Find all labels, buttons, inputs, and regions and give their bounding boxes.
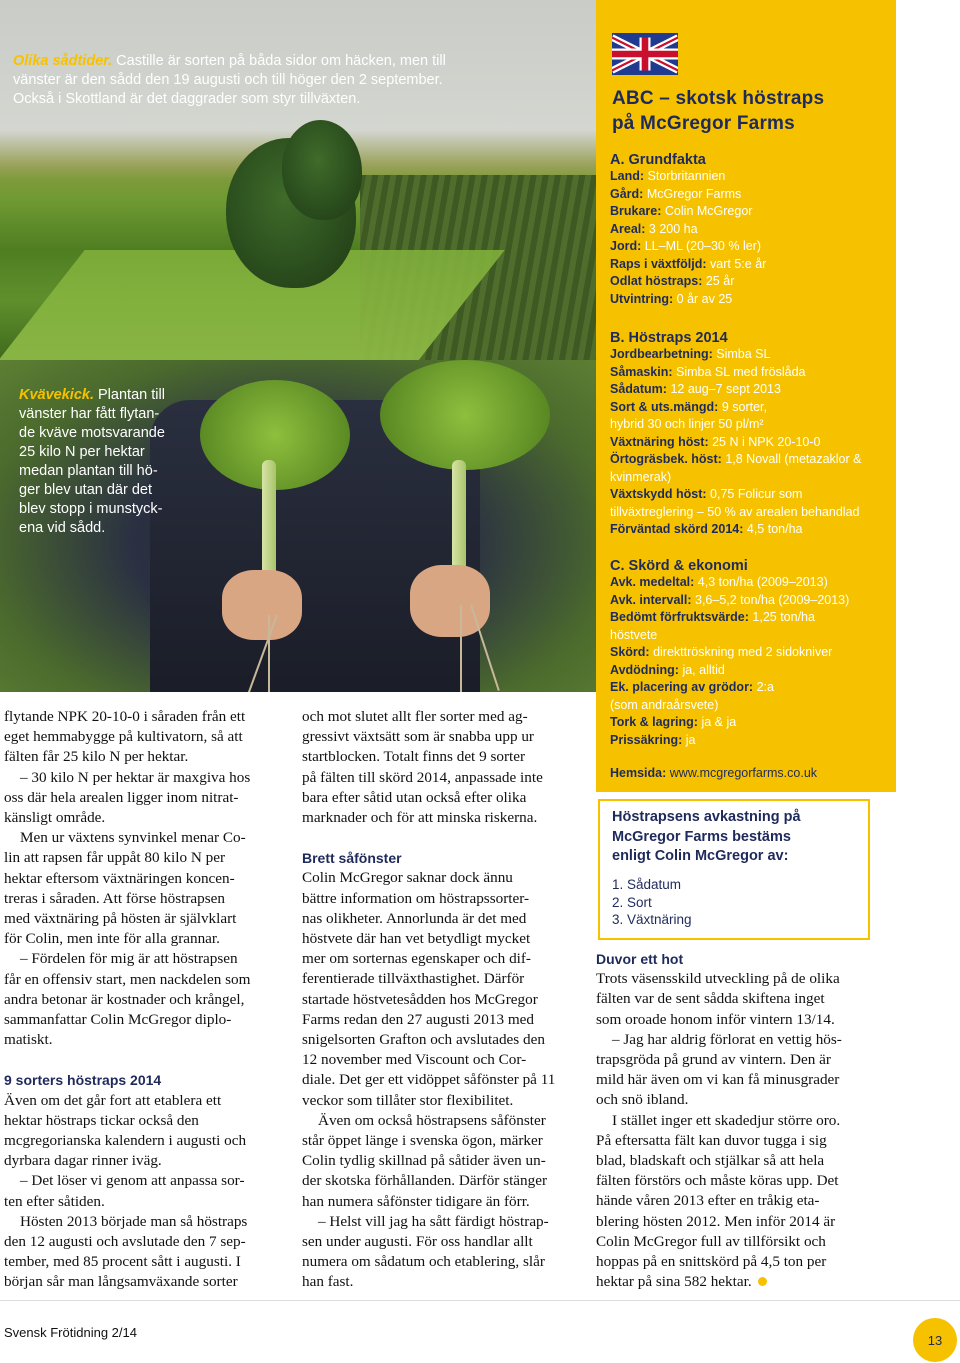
- section-c-heading: C. Skörd & ekonomi: [610, 558, 748, 574]
- section-a-heading: A. Grundfakta: [610, 152, 706, 168]
- body-column-3: Duvor ett hot Trots väsensskild utveckling på de olika fälten var de sent sådda skiftena inget som oroade honom inför vintern 13/14. – Jag har aldrig förlorat en vettig hös- trapsgröda på grund av vintern. Den är mild här även om vi kan få minusgrader och snö ibland. I stället inger ett skadedjur större oro. På eftersatta fält kan duvor tugga i sig blad, bladskaft och stjälkar så att hela fälten förstörs och måste köras upp. Det hände våren 2013 efter en tråkig eta- blering hösten 2012. Men inför 2014 är Colin McGregor full av tillförsikt och hoppas på en snittskörd på 4,5 ton per hektar på sina 582 hektar.: [596, 949, 886, 1292]
- publication-name: Svensk Frötidning 2/14: [4, 1325, 137, 1340]
- photo-hedge-field: [0, 0, 596, 360]
- subhead-brett-safonster: Brett såfönster: [302, 850, 402, 867]
- list-item: 3. Växtnäring: [612, 912, 692, 927]
- subhead-duvor: Duvor ett hot: [596, 951, 684, 967]
- section-b: B. Höstraps 2014 Jordbearbetning: Simba SL Såmaskin: Simba SL med fröslåda Sådatum: 12 aug–7 sept 2013 Sort & uts.mängd: 9 sorter, hybrid 30 och linjer 50 pl/m² Växtnäring höst: 25 N i NPK 20-10-0 Örtogräsbek. höst: 1,8 Novall (metazaklor & kvinmerak) Växtskydd höst: 0,75 Folicur som tillväxtreglering – 50 % av arealen behandlad Förväntad skörd 2014: 4,5 ton/ha: [610, 330, 894, 539]
- box-title: Höstrapsens avkastning på McGregor Farms bestäms enligt Colin McGregor av:: [612, 809, 801, 864]
- website-line: Hemsida: www.mcgregorfarms.co.uk: [610, 766, 818, 780]
- section-a: A. Grundfakta Land: Storbritannien Gård: McGregor Farms Brukare: Colin McGregor Areal: 3 200 ha Jord: LL–ML (20–30 % ler) Raps i växtföljd: vart 5:e år Odlat höstraps: 25 år Utvintring: 0 år av 25: [610, 152, 890, 308]
- box-list: [612, 876, 692, 929]
- caption-top: Olika sådtider. Castille är sorten på båda sidor om häcken, men till vänster är den sådd den 19 augusti och till höger den 2 september. Också i Skottland är det daggrader som styr tillväxten.: [13, 53, 446, 107]
- caption-top-lead: Olika sådtider.: [13, 53, 113, 69]
- footer-divider: [0, 1300, 960, 1301]
- yield-factors-box: [598, 799, 870, 940]
- caption-mid-lead: Kvävekick.: [19, 387, 94, 403]
- body-column-2: och mot slutet allt fler sorter med ag- gressivt växtsätt som är snabba upp ur startblocken. Totalt finns det 9 sorter på fälten till skörd 2014, anpassade inte bara efter såtid utan också efter olika marknader och för att minska riskerna. Brett såfönster Colin McGregor saknar dock ännu bättre information om höstrapssorter- nas olikheter. Annorlunda är det med höstvete där han vet betydligt mycket mer om sorternas egenskaper och dif- ferentierade tillväxthastighet. Därför startade höstvetesådden hos McGregor Farms redan den 27 augusti 2013 med snigelsorten Grafton och avslutades den 12 november med Viscount och Cor- diale. Det ger ett vidöppet såfönster på 11 veckor som tillåter stor flexibilitet. Även om också höstrapsens såfönster står öppet länge i svenska ögon, märker Colin tydlig skillnad på såtider även un- der skotska förhållanden. Därför stänger han numera såfönster tidigare än förr. – Helst vill jag ha sått färdigt höstrap- sen under augusti. För oss handlar allt numera om sådatum och etablering, slår han fast.: [302, 707, 582, 1293]
- page-number: 13: [913, 1318, 957, 1362]
- caption-mid: Kvävekick. Plantan till vänster har fått flytan- de kväve motsvarande 25 kilo N per hektar medan plantan till hö- ger blev utan där det blev stopp i munstyck- ena vid sådd.: [19, 387, 165, 536]
- list-item: 1. Sådatum: [612, 877, 682, 892]
- photo-rape-plants: [0, 360, 596, 692]
- subhead-9-sorter: 9 sorters höstraps 2014: [4, 1072, 162, 1089]
- sidebar-title: ABC – skotsk höstraps på McGregor Farms: [612, 88, 825, 134]
- section-b-heading: B. Höstraps 2014: [610, 330, 728, 346]
- end-mark-icon: [758, 1277, 767, 1286]
- facts-sidebar: [596, 0, 896, 792]
- body-column-1: flytande NPK 20-10-0 i såraden från ett eget hemmabygge på kultivatorn, så att fälten får 25 kilo N per hektar. – 30 kilo N per hektar är maxgiva hos oss där hela arealen ligger inom nitrat- känsligt område. Men ur växtens synvinkel menar Co- lin att rapsen får uppåt 80 kilo N per hektar eftersom växtnäringen koncen- treras i såraden. Att förse höstrapsen med växtnäring på hösten är självklart för Colin, men inte för alla grannar. – Fördelen för mig är att höstrapsen får en offensiv start, men nackdelen som andra betonar är kostnader och krångel, sammanfattar Colin McGregor diplo- matiskt. 9 sorters höstraps 2014 Även om det går fort att etablera ett hektar höstraps tickar också den mcgregorianska kalendern i augusti och dyrbara dagar rinner iväg. – Det löser vi genom att anpassa sor- ten efter såtiden. Hösten 2013 började man så höstraps den 12 augusti och avslutade den 7 sep- tember, med 85 procent sått i augusti. I början sår man långsamväxande sorter: [4, 707, 284, 1293]
- section-c: C. Skörd & ekonomi Avk. medeltal: 4,3 ton/ha (2009–2013) Avk. intervall: 3,6–5,2 ton/ha (2009–2013) Bedömt förfruktsvärde: 1,25 ton/ha höstvete Skörd: direkttröskning med 2 sidokniver Avdödning: ja, alltid Ek. placering av grödor: 2:a (som andraårsvete) Tork & lagring: ja & ja Prissäkring: ja: [610, 558, 894, 749]
- website-link[interactable]: www.mcgregorfarms.co.uk: [669, 766, 818, 780]
- list-item: 2. Sort: [612, 894, 652, 910]
- uk-flag-icon: [612, 33, 678, 75]
